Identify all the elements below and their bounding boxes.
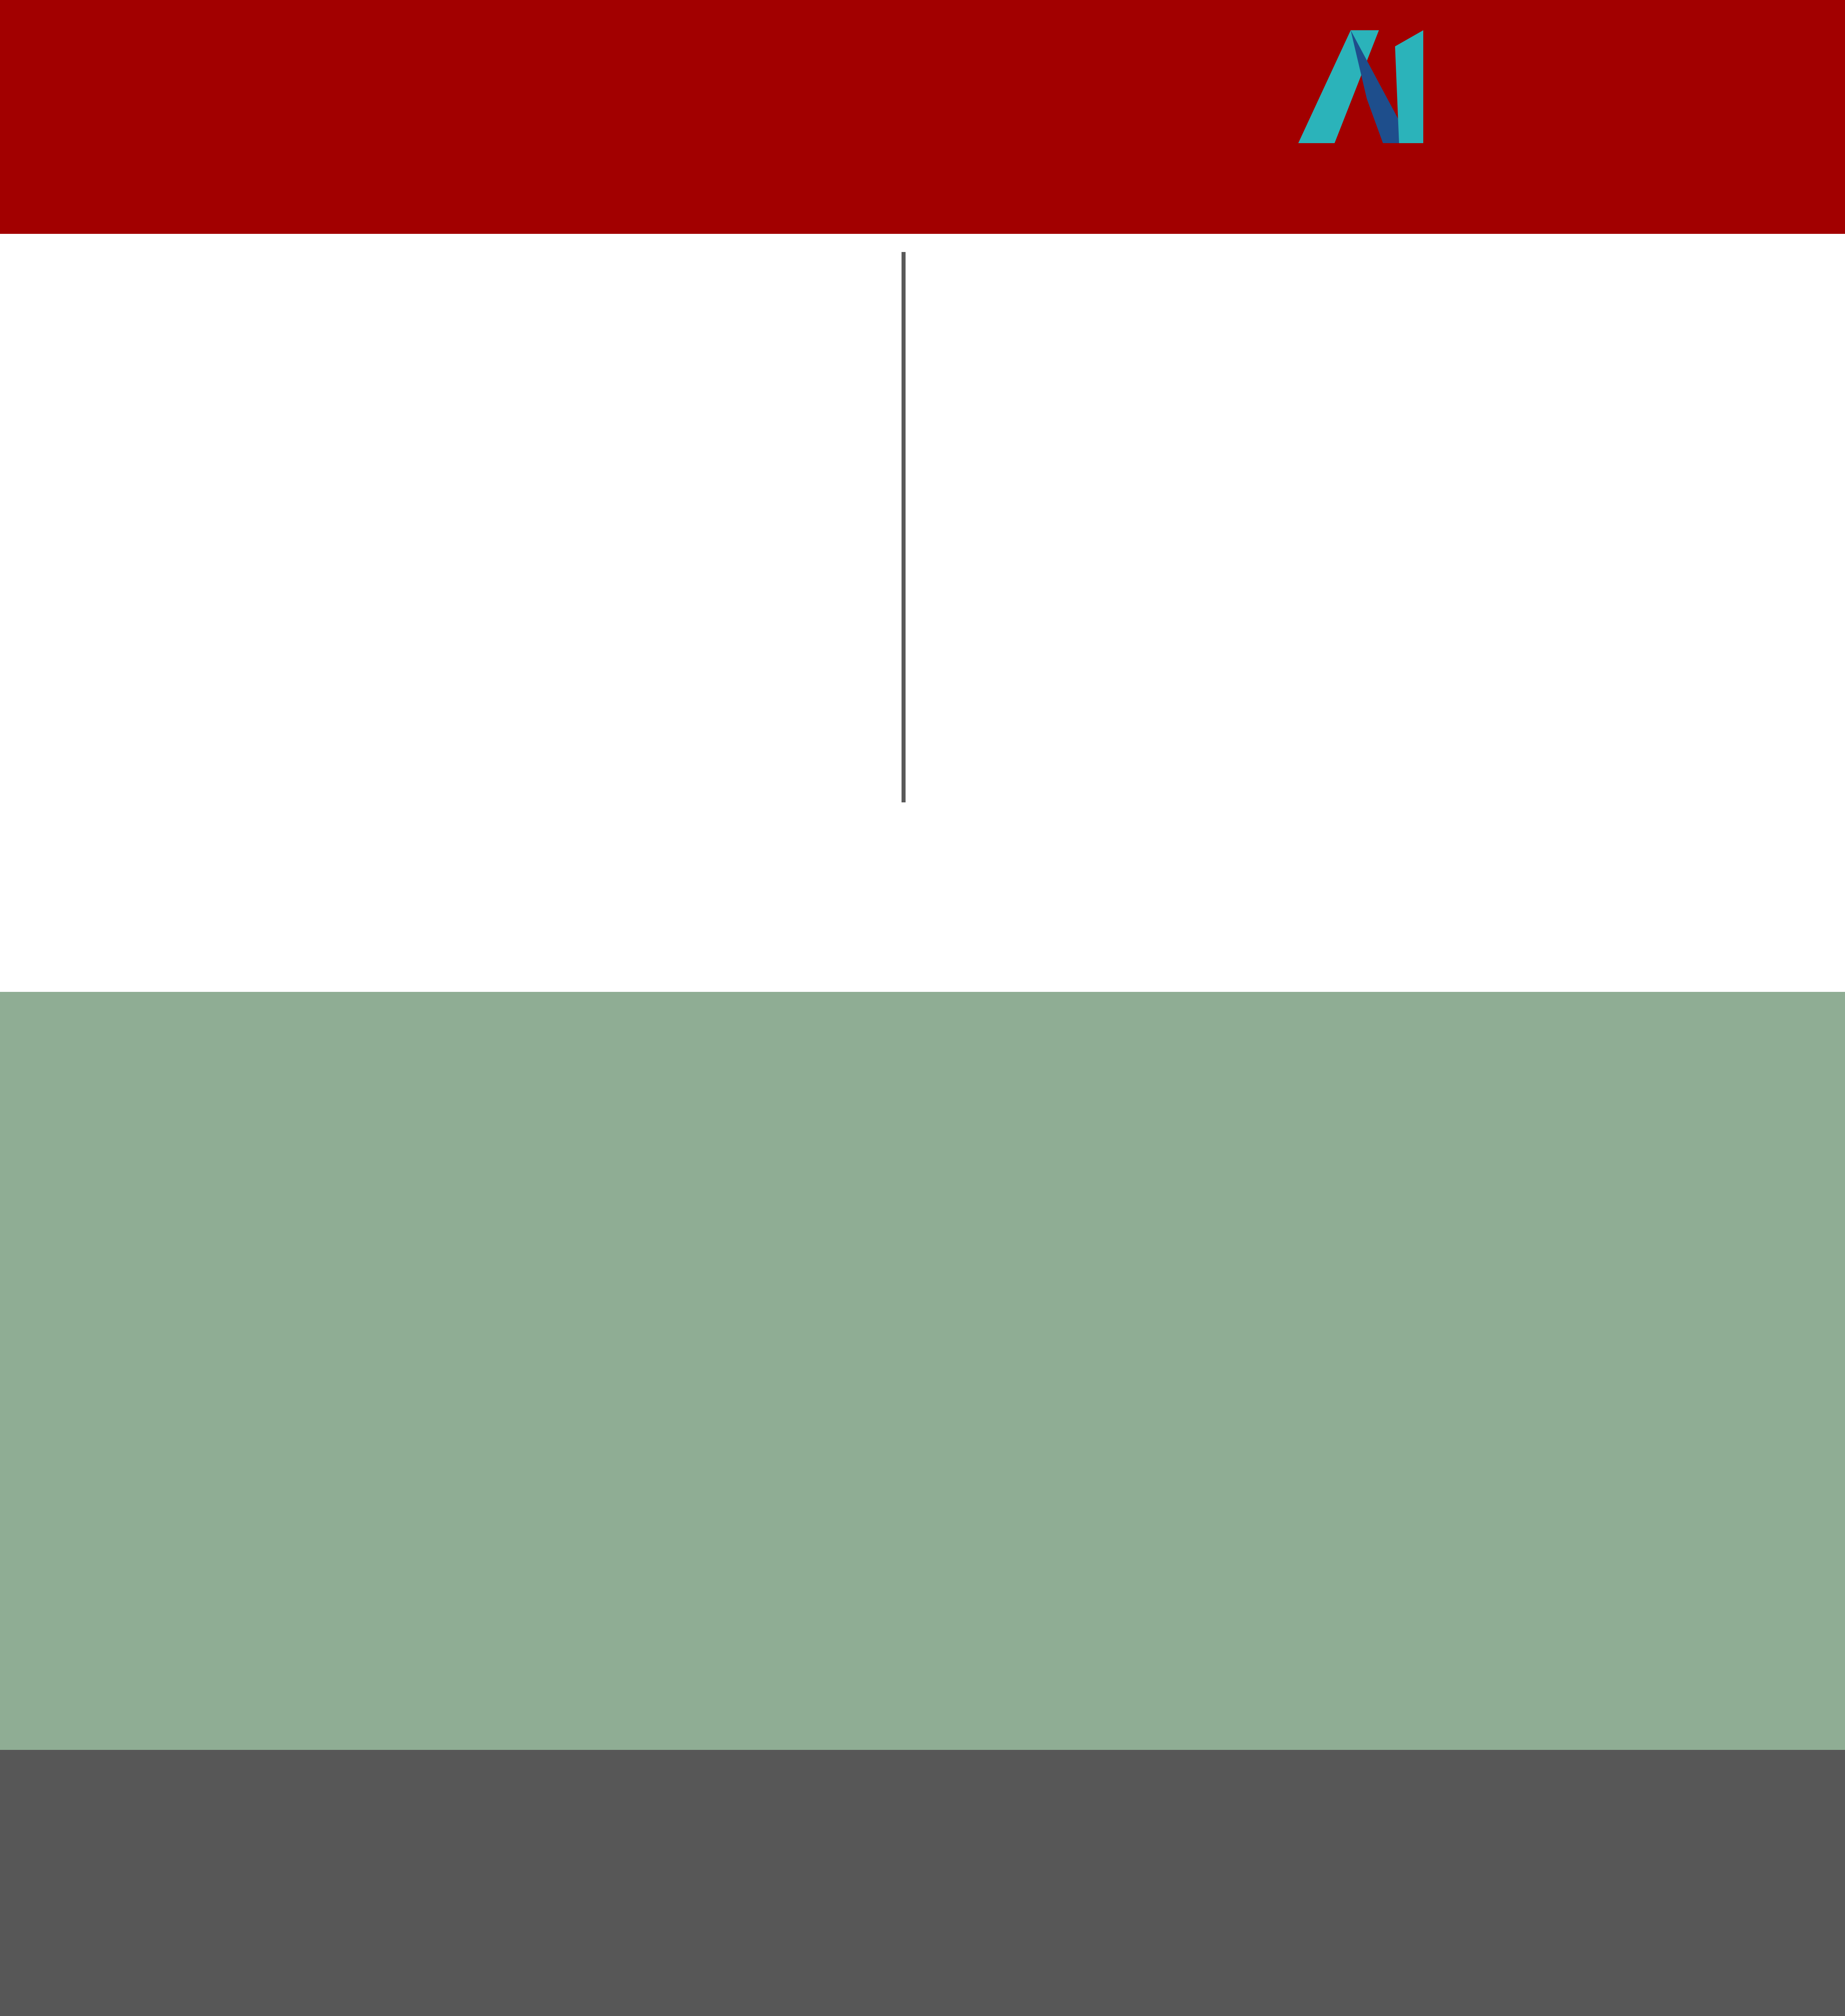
monthly-bar-chart — [464, 1802, 1451, 2016]
pie-charts — [0, 234, 1845, 814]
goals-donut-chart — [605, 1032, 1242, 1677]
algorithm-logo-icon — [1290, 22, 1814, 155]
